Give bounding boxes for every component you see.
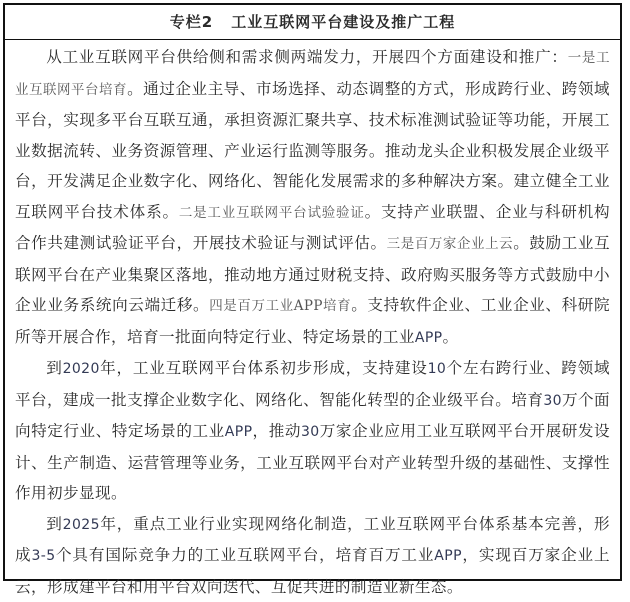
numeric-value: 2020 [63, 361, 100, 377]
column-box [3, 3, 622, 581]
box-label: 专栏2 [170, 13, 213, 31]
numeric-value: 30 [543, 393, 562, 409]
body-text: 到 [46, 515, 62, 533]
emphasis-heading: 三是百万家企业上云 [387, 236, 514, 252]
body-text: ，实现百万家企业上云，形成建平台和用平台双向迭代、互促共进的制造业新生态。 [15, 546, 610, 596]
body-text: 个左右跨行业、跨领域平台，建成一批支撑企业数字化、网络化、智能化转型的企业级平台。培育 [15, 359, 610, 409]
emphasis-heading: 二是工业互联网平台试验验证 [179, 205, 365, 221]
body-text: 。支持产业联盟、企业与科研机构合作共建测试验证平台，开展技术验证与测试评估。 [15, 203, 610, 253]
body-text: 万家企业应用工业互联网平台开展研发设计、生产制造、运营管理等业务，工业互联网平台对产业转型升级的基础性、支撑性作用初步显现。 [15, 422, 610, 502]
emphasis-heading: 一是工业互联网平台培育 [15, 50, 610, 98]
emphasis-heading: 四是百万工业APP培育 [209, 298, 351, 314]
numeric-value: 10 [428, 361, 447, 377]
body-text: 到 [46, 359, 62, 377]
body-text: 个具有国际竞争力的工业互联网平台，培育百万工业 [56, 546, 435, 564]
body-text: ，推动 [252, 422, 301, 440]
body-text: 年，工业互联网平台体系初步形成，支持建设 [100, 359, 428, 377]
numeric-value: APP [225, 424, 253, 440]
body-text: 年，重点工业行业实现网络化制造，工业互联网平台体系基本完善，形成 [15, 515, 610, 565]
numeric-value: APP [415, 330, 443, 346]
paragraph-2025-goal [15, 509, 610, 602]
body-text: 。通过企业主导、市场选择、动态调整的方式，形成跨行业、跨领域平台，实现多平台互联互通，承担资源汇聚共享、技术标准测试验证等功能，开展工业数据流转、业务资源管理、产业运行监测等服务。推动龙头企业积极发展企业级平台，开发满足企业数字化、网络化、智能化发展需求的多种解决方案。建立健全工业互联网平台技术体系。 [15, 80, 610, 221]
paragraph-overview [15, 42, 610, 353]
box-content [5, 40, 620, 602]
body-text: 万个面向特定行业、特定场景的工业 [15, 391, 610, 441]
numeric-value: 30 [301, 424, 320, 440]
box-title: 工业互联网平台建设及推广工程 [231, 13, 455, 31]
body-text: 从工业互联网平台供给侧和需求侧两端发力，开展四个方面建设和推广： [46, 48, 568, 66]
body-text: 。鼓励工业互联网平台在产业集聚区落地，推动地方通过财税支持、政府购买服务等方式鼓励中小企业业务系统向云端迁移。 [15, 234, 610, 314]
numeric-value: APP [434, 548, 462, 564]
box-header [5, 5, 620, 40]
body-text: 。 [443, 328, 459, 346]
body-text: 。支持软件企业、工业企业、科研院所等开展合作，培育一批面向特定行业、特定场景的工业 [15, 296, 610, 346]
numeric-value: 2025 [63, 517, 100, 533]
paragraph-2020-goal [15, 353, 610, 509]
numeric-value: 3-5 [31, 548, 55, 564]
